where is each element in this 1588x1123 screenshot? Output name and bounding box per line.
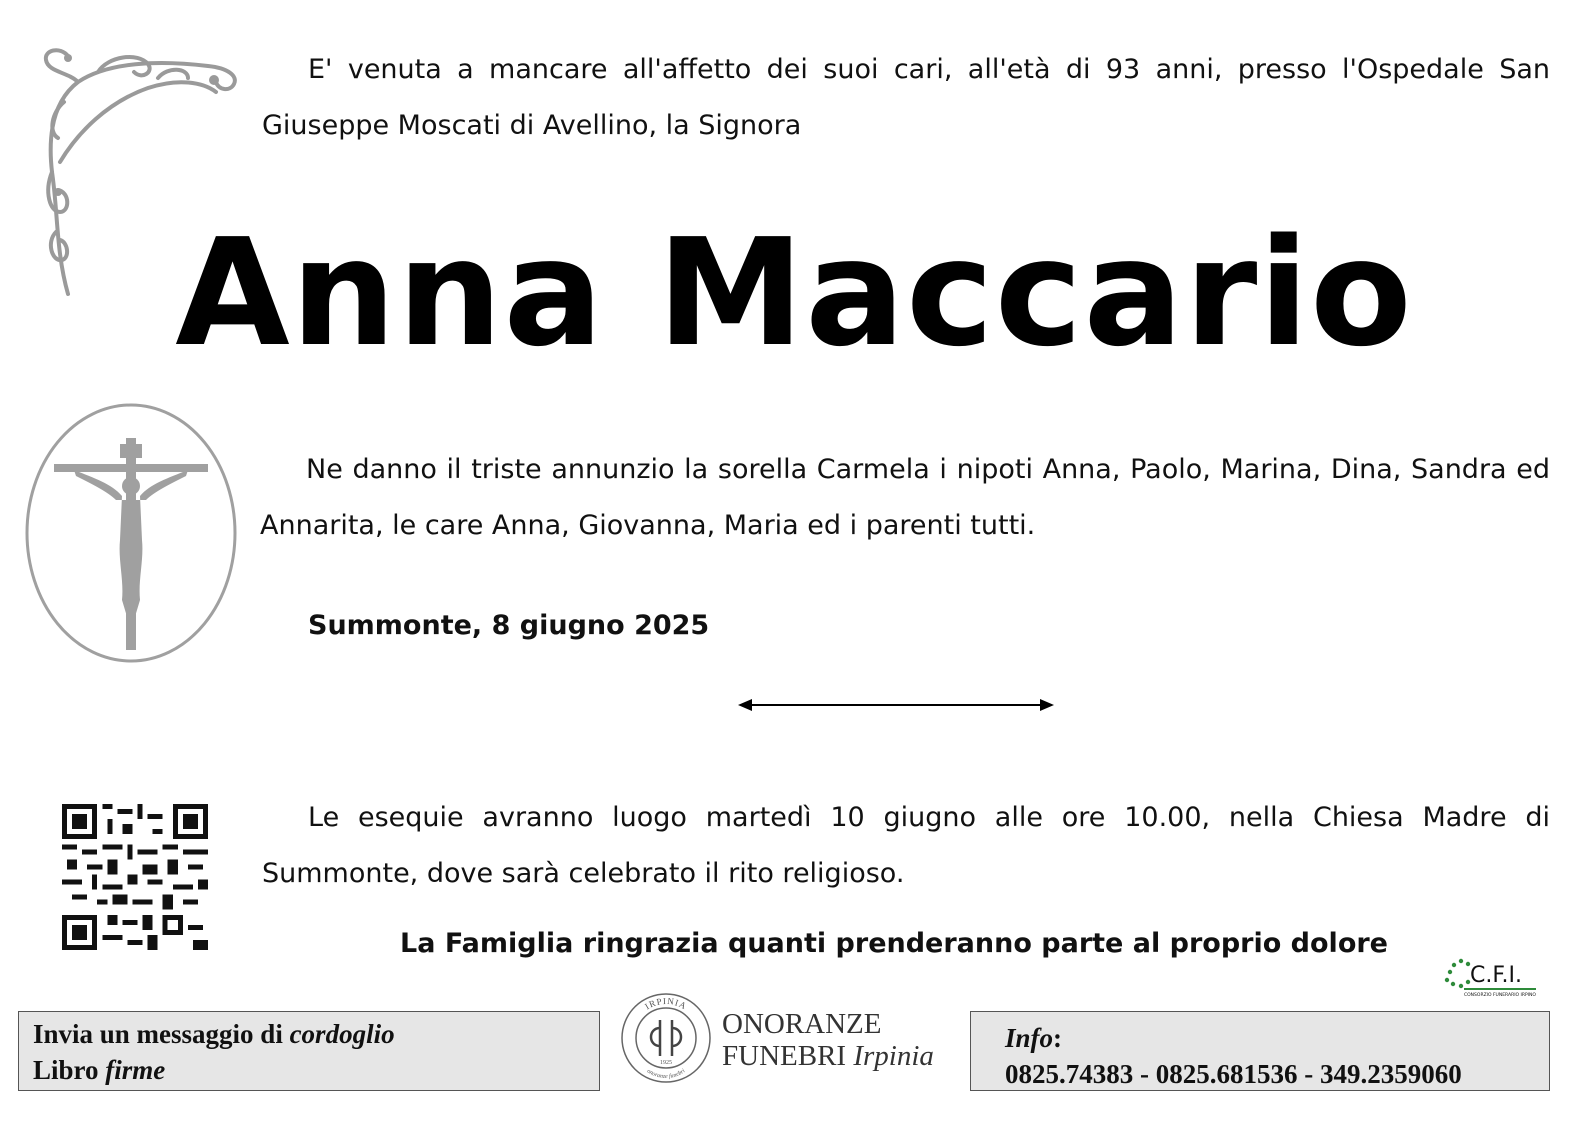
cfi-logo-subtext: CONSORZIO FUNERARIO IRPINO	[1464, 993, 1536, 998]
seal-year: 1925	[660, 1060, 672, 1066]
qr-code[interactable]	[62, 804, 208, 950]
send-condolence-italic: cordoglio	[289, 1019, 395, 1049]
info-label: Info:	[1005, 1023, 1063, 1053]
intro-paragraph: E' venuta a mancare all'affetto dei suoi cari, all'età di 93 anni, presso l'Ospedale San Giuseppe Moscati di Avellino, la Signora	[262, 54, 1550, 141]
thanks-line: La Famiglia ringrazia quanti prenderanno parte al proprio dolore	[400, 928, 1388, 959]
send-condolence-link[interactable]	[33, 1016, 585, 1052]
send-condolence-prefix: Invia un messaggio di	[33, 1019, 290, 1049]
funeral-home-seal-logo	[618, 990, 714, 1086]
crucifix-icon	[24, 400, 238, 666]
cfi-logo	[1440, 950, 1540, 1000]
funeral-home-line1: ONORANZE	[722, 1008, 882, 1040]
announcement-paragraph: Ne danno il triste annunzio la sorella Carmela i nipoti Anna, Paolo, Marina, Dina, Sandra ed Annarita, le care Anna, Giovanna, Maria ed i parenti tutti.	[260, 454, 1550, 541]
deceased-name: Anna Maccario	[175, 207, 1413, 379]
svg-text:onoranze funebri	[646, 1068, 687, 1080]
funeral-home-name	[722, 1008, 934, 1072]
funeral-home-line2: FUNEBRI Irpinia	[722, 1040, 934, 1072]
guestbook-link[interactable]	[33, 1052, 585, 1088]
seal-bottom-text: onoranze funebri	[645, 1068, 687, 1081]
cfi-logo-text: C.F.I.	[1470, 963, 1522, 988]
condolence-box[interactable]	[18, 1011, 600, 1091]
place-date: Summonte, 8 giugno 2025	[308, 610, 710, 641]
seal-top-text: IRPINIA	[643, 995, 689, 1012]
info-box	[970, 1011, 1550, 1091]
info-phone-numbers[interactable]: 0825.74383 - 0825.681536 - 349.2359060	[1005, 1059, 1462, 1089]
double-arrow-divider	[736, 694, 1056, 716]
guestbook-prefix: Libro	[33, 1055, 106, 1085]
svg-text:IRPINIA	[643, 996, 689, 1012]
guestbook-italic: firme	[105, 1055, 166, 1085]
funeral-details-paragraph: Le esequie avranno luogo martedì 10 giugno alle ore 10.00, nella Chiesa Madre di Summonte, dove sarà celebrato il rito religioso.	[262, 802, 1550, 889]
